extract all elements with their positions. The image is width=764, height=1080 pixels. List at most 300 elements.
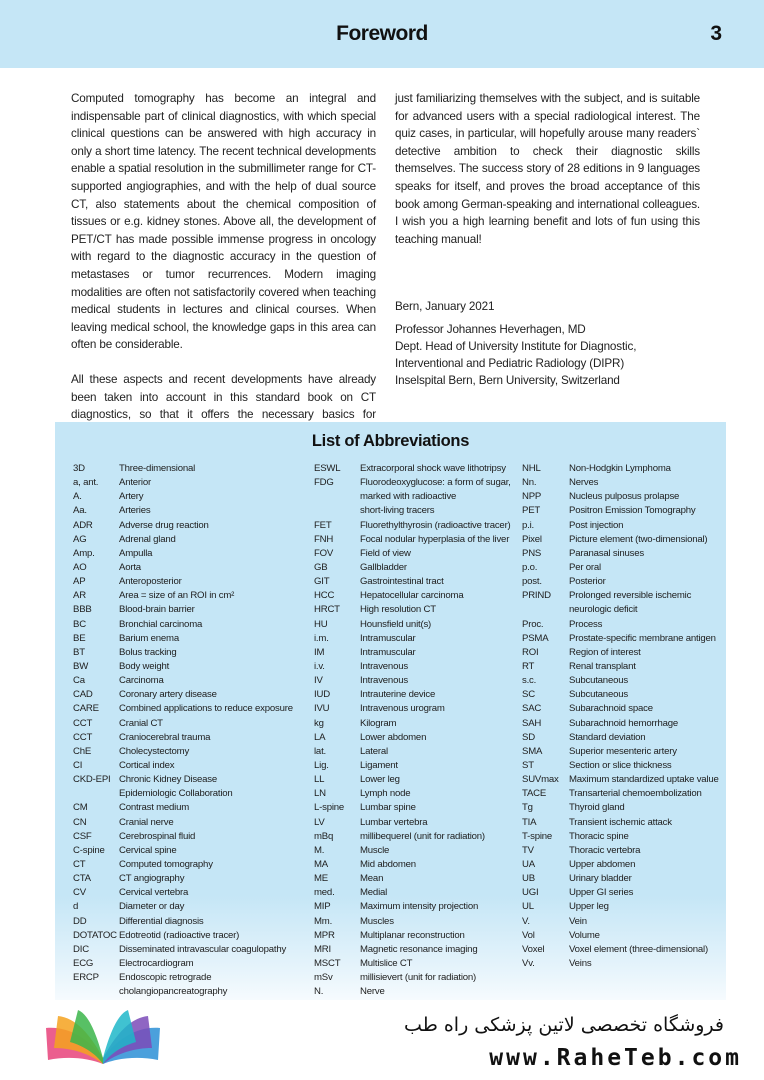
abbreviation-definition: Medial [360,887,388,899]
abbreviation-term: MPR [314,929,335,941]
abbreviation-definition: Fluorodeoxyglucose: a form of sugar, [360,477,511,489]
abbreviation-term: TACE [522,788,547,800]
abbreviation-term: CARE [73,703,99,715]
abbreviation-term: MIP [314,901,331,913]
abbreviation-term: CI [73,759,83,771]
abbreviation-row [522,561,722,575]
abbreviation-term: PNS [522,547,542,559]
abbreviation-row [73,674,303,688]
abbreviation-definition: Intramuscular [360,632,416,644]
abbreviation-definition: Vein [569,915,587,927]
abbreviation-row [522,618,722,632]
abbreviation-row [314,717,524,731]
abbreviation-row [522,717,722,731]
abbreviation-row [73,632,303,646]
abbreviation-term: AO [73,561,87,573]
abbreviation-term: ESWL [314,463,341,474]
abbreviation-definition: Intrauterine device [360,689,436,701]
abbreviation-row [522,519,722,533]
abbreviation-term: DOTATOC [73,929,117,941]
abbreviation-row [314,618,524,632]
abbreviation-term: UB [522,873,535,885]
author-affiliation: Dept. Head of University Institute for Diagnostic, [395,340,637,353]
abbreviation-definition: Adrenal gland [119,533,176,545]
abbreviation-definition: Thoracic spine [569,830,629,842]
abbreviation-definition: Combined applications to reduce exposure [119,703,293,715]
abbreviation-row [522,900,722,914]
abbreviation-term: CCT [73,717,93,729]
abbreviation-term: med. [314,887,335,899]
abbreviation-term: HCC [314,590,335,602]
abbreviation-row [73,618,303,632]
abbreviation-term: CV [73,887,86,899]
author-affiliation: Interventional and Pediatric Radiology (DIPR) [395,357,625,370]
abbreviation-row [73,646,303,660]
abbreviation-definition: Aorta [119,561,141,573]
abbreviation-row [73,844,303,858]
abbreviation-definition: Kilogram [360,717,397,729]
abbreviation-term: CT [73,858,86,870]
abbreviation-definition: Maximum intensity projection [360,901,479,913]
abbreviation-term: Mm. [314,915,333,927]
abbreviation-row [314,632,524,646]
abbreviation-definition: Area = size of an ROI in cm² [119,590,235,602]
abbreviation-row [73,957,303,971]
abbreviation-definition: Nucleus pulposus prolapse [569,491,680,503]
abbreviation-term: UGI [522,887,539,899]
abbreviation-term: Lig. [314,759,329,771]
foreword-right-column [395,90,700,248]
abbreviation-term: ROI [522,646,539,658]
abbreviation-row [314,476,524,490]
abbreviation-definition: Non-Hodgkin Lymphoma [569,463,671,474]
abbreviation-term: p.o. [522,561,538,573]
abbreviation-row [522,858,722,872]
abbreviation-definition: Fluorethylthyrosin (radioactive tracer) [360,519,511,531]
abbreviation-definition: Posterior [569,576,606,588]
abbreviation-term: SAH [522,717,542,729]
abbreviation-definition: Voxel element (three-dimensional) [569,943,708,955]
abbreviation-term: Amp. [73,547,95,559]
abbreviation-term: s.c. [522,675,537,687]
abbreviation-row [522,787,722,801]
abbreviation-definition: Transarterial chemoembolization [569,788,702,800]
abbreviation-definition: cholangiopancreatography [119,986,228,998]
abbreviation-term: BBB [73,604,92,616]
abbreviation-term: MRI [314,943,331,955]
abbreviation-column [314,462,524,999]
abbreviation-row [314,844,524,858]
abbreviation-row [314,900,524,914]
abbreviation-term: Ca [73,675,85,687]
abbreviation-definition: Cortical index [119,759,175,771]
abbreviation-row [73,462,303,476]
abbreviation-term: AG [73,533,87,545]
abbreviation-definition: Barium enema [119,632,179,644]
open-book-logo-icon [38,1008,168,1068]
abbreviation-term: BT [73,646,85,658]
abbreviation-definition: Hepatocellular carcinoma [360,590,464,602]
abbreviation-row [314,985,524,999]
abbreviation-row [314,929,524,943]
abbreviation-term: HU [314,618,328,630]
abbreviation-term: Aa. [73,505,87,517]
abbreviation-term: SC [522,689,535,701]
abbreviation-term: TIA [522,816,537,828]
abbreviation-term: i.v. [314,660,325,672]
abbreviation-term: CTA [73,873,91,885]
abbreviation-term: T-spine [522,830,553,842]
abbreviation-definition: Magnetic resonance imaging [360,943,478,955]
abbreviation-definition: Edotreotid (radioactive tracer) [119,929,240,941]
page-number: 3 [710,22,722,45]
abbreviation-row [522,504,722,518]
abbreviation-term: NPP [522,491,542,503]
author-name: Professor Johannes Heverhagen, MD [395,323,586,336]
abbreviation-definition: Prolonged reversible ischemic [569,590,692,602]
abbreviation-term: i.m. [314,632,329,644]
abbreviation-definition: Paranasal sinuses [569,547,644,559]
abbreviation-row [314,462,524,476]
abbreviation-term: A. [73,491,82,503]
abbreviation-term: MSCT [314,957,341,969]
abbreviation-definition: Disseminated intravascular coagulopathy [119,943,287,955]
abbreviation-definition: Intravenous [360,660,408,672]
abbreviation-term: ERCP [73,972,99,984]
abbreviation-row [522,957,722,971]
abbreviation-row [73,533,303,547]
abbreviation-definition: Differential diagnosis [119,915,204,927]
abbreviation-term: Voxel [522,943,545,955]
abbreviation-definition: Anteroposterior [119,576,182,588]
abbreviation-row [73,731,303,745]
abbreviation-row [314,688,524,702]
abbreviations-title: List of Abbreviations [311,432,470,450]
abbreviation-term: TV [522,844,534,856]
abbreviation-row [522,731,722,745]
abbreviation-term: FDG [314,477,334,489]
abbreviation-term: CSF [73,830,92,842]
abbreviation-row [73,603,303,617]
abbreviation-term: d [73,901,79,913]
abbreviation-row [73,589,303,603]
abbreviation-row [73,900,303,914]
abbreviation-definition: Nerve [360,986,385,998]
abbreviation-definition: Electrocardiogram [119,957,194,969]
abbreviation-term: NHL [522,463,541,474]
abbreviation-term: BW [73,660,89,672]
abbreviation-term: FOV [314,547,334,559]
abbreviation-term: p.i. [522,519,534,531]
abbreviation-definition: Multiplanar reconstruction [360,929,465,941]
abbreviation-definition: neurologic deficit [569,604,638,616]
abbreviation-row [73,971,303,985]
abbreviation-row [73,787,303,801]
abbreviation-row [522,830,722,844]
abbreviation-definition: Lumbar vertebra [360,816,428,828]
abbreviation-term: CCT [73,731,93,743]
abbreviation-definition: Cervical spine [119,844,177,856]
abbreviation-row [522,490,722,504]
abbreviation-term: AR [73,590,86,602]
abbreviation-row [522,575,722,589]
abbreviation-definition: Nerves [569,477,599,489]
abbreviation-term: LA [314,731,326,743]
abbreviation-definition: Gastrointestinal tract [360,576,444,588]
abbreviation-row [522,547,722,561]
abbreviation-definition: short-living tracers [360,505,435,517]
abbreviation-definition: Arteries [119,505,151,517]
abbreviation-row [522,929,722,943]
abbreviation-definition: Adverse drug reaction [119,519,209,531]
abbreviation-definition: Per oral [569,561,601,573]
abbreviation-term: MA [314,858,328,870]
abbreviation-definition: Subcutaneous [569,689,628,701]
abbreviation-row [314,533,524,547]
abbreviation-row [314,872,524,886]
abbreviation-term: BE [73,632,86,644]
abbreviation-definition: Coronary artery disease [119,689,217,701]
foreword-paragraph: All these aspects and recent developments have already been taken into account in this standard book on CT diagnostics, so that it offers the necessary basics for [71,372,376,422]
abbreviation-term: ChE [73,745,92,757]
abbreviation-term: C-spine [73,844,105,856]
abbreviation-row [73,915,303,929]
abbreviation-row [314,603,524,617]
abbreviation-term: SD [522,731,535,743]
abbreviation-row [73,575,303,589]
abbreviation-definition: Thoracic vertebra [569,844,641,856]
abbreviation-term: PSMA [522,632,549,644]
abbreviation-column [522,462,722,971]
abbreviation-term: Pixel [522,533,542,545]
abbreviation-row [73,872,303,886]
abbreviation-term: 3D [73,463,85,474]
abbreviation-row [522,702,722,716]
abbreviation-definition: Muscles [360,915,394,927]
abbreviation-row [522,872,722,886]
abbreviation-definition: Hounsfield unit(s) [360,618,432,630]
store-website[interactable]: www.RaheTeb.com [489,1045,742,1071]
abbreviation-definition: Ligament [360,759,398,771]
abbreviation-row [73,561,303,575]
abbreviation-definition: Intravenous urogram [360,703,445,715]
abbreviation-term: LV [314,816,325,828]
abbreviation-term: L-spine [314,802,345,814]
abbreviation-definition: Mean [360,873,384,885]
abbreviation-definition: Thyroid gland [569,802,625,814]
abbreviation-term: Vv. [522,957,535,969]
abbreviation-definition: High resolution CT [360,604,436,616]
abbreviation-term: ST [522,759,534,771]
abbreviation-definition: Process [569,618,603,630]
abbreviation-row [522,759,722,773]
abbreviation-term: HRCT [314,604,340,616]
abbreviation-definition: Urinary bladder [569,873,632,885]
abbreviation-definition: Renal transplant [569,660,636,672]
abbreviation-definition: Artery [119,491,144,503]
page-header [0,0,764,68]
abbreviation-definition: Standard deviation [569,731,646,743]
abbreviation-definition: millisievert (unit for radiation) [360,972,477,984]
abbreviation-term: N. [314,986,324,998]
abbreviation-definition: Focal nodular hyperplasia of the liver [360,533,510,545]
abbreviation-definition: Subarachnoid hemorrhage [569,717,679,729]
abbreviation-definition: CT angiography [119,873,185,885]
page-title: Foreword [336,22,428,45]
store-name-persian: فروشگاه تخصصی لاتین پزشکی راه طب [404,1014,724,1036]
abbreviation-row [73,943,303,957]
abbreviations-box [55,422,726,1000]
abbreviation-row [73,759,303,773]
abbreviation-row [314,886,524,900]
abbreviation-row [314,702,524,716]
abbreviation-term: V. [522,915,530,927]
abbreviation-term: IV [314,675,323,687]
abbreviation-definition: Blood-brain barrier [119,604,195,616]
abbreviation-row [314,660,524,674]
foreword-paragraph: just familiarizing themselves with the subject, and is suitable for advanced users with a special radiological interest. The quiz cases, in particular, will hopefully arouse many readers` detective ambition to check their diagnostic skills themselves. The success story of 28 editions in 9 languages speaks for itself, and proves the broad acceptance of this book among German-speaking and international colleagues. I wish you a high learning benefit and lots of fun using this teaching manual! [395,92,700,246]
abbreviation-row [314,830,524,844]
abbreviation-row [73,929,303,943]
abbreviation-row [522,773,722,787]
abbreviation-definition: Region of interest [569,646,641,658]
abbreviation-row [522,745,722,759]
abbreviation-definition: Upper GI series [569,887,634,899]
abbreviation-term: LN [314,788,326,800]
abbreviation-definition: Lateral [360,745,388,757]
abbreviation-definition: Lymph node [360,788,411,800]
foreword-left-column [71,90,376,441]
abbreviation-definition: Computed tomography [119,858,213,870]
abbreviation-term: lat. [314,745,326,757]
abbreviation-definition: Ampulla [119,547,153,559]
abbreviation-row [314,943,524,957]
abbreviation-row [314,858,524,872]
abbreviation-row [73,745,303,759]
abbreviation-definition: Intramuscular [360,646,416,658]
abbreviation-definition: Mid abdomen [360,858,416,870]
abbreviation-definition: Anterior [119,477,151,489]
abbreviation-row [73,801,303,815]
abbreviation-row [73,816,303,830]
abbreviation-term: UA [522,858,535,870]
abbreviation-row [314,575,524,589]
abbreviation-definition: Maximum standardized uptake value [569,774,719,786]
abbreviation-term: ME [314,873,328,885]
abbreviation-row [73,519,303,533]
abbreviation-row [73,660,303,674]
place-date: Bern, January 2021 [395,300,495,313]
abbreviation-term: AP [73,576,86,588]
abbreviation-term: Vol [522,929,535,941]
abbreviation-row [314,957,524,971]
abbreviation-row [73,702,303,716]
abbreviation-definition: Transient ischemic attack [569,816,672,828]
abbreviation-term: GIT [314,576,330,588]
abbreviation-term: CAD [73,689,93,701]
author-affiliation: Inselspital Bern, Bern University, Switzerland [395,374,620,387]
abbreviation-definition: Endoscopic retrograde [119,972,212,984]
abbreviation-definition: Picture element (two-dimensional) [569,533,708,545]
abbreviation-definition: Extracorporal shock wave lithotripsy [360,463,506,474]
abbreviation-definition: Body weight [119,660,170,672]
abbreviation-definition: Epidemiologic Collaboration [119,788,233,800]
abbreviation-definition: Subarachnoid space [569,703,653,715]
abbreviation-definition: Cranial nerve [119,816,174,828]
abbreviation-term: IVU [314,703,330,715]
abbreviation-row [314,519,524,533]
abbreviation-definition: Lower abdomen [360,731,427,743]
abbreviation-term: Nn. [522,477,537,489]
abbreviation-row [73,886,303,900]
abbreviation-row [314,490,524,504]
abbreviation-term: SMA [522,745,543,757]
abbreviation-definition: Field of view [360,547,411,559]
abbreviation-row [314,745,524,759]
abbreviation-term: CM [73,802,88,814]
abbreviation-definition: Lower leg [360,774,400,786]
abbreviation-term: FNH [314,533,334,545]
abbreviation-definition: marked with radioactive [360,491,457,503]
abbreviation-row [73,490,303,504]
abbreviation-row [73,773,303,787]
abbreviation-row [522,646,722,660]
abbreviation-row [314,547,524,561]
abbreviation-definition: Gallbladder [360,561,407,573]
abbreviation-term: LL [314,774,325,786]
abbreviation-row [314,915,524,929]
abbreviation-row [522,660,722,674]
abbreviation-term: Tg [522,802,533,814]
abbreviation-row [522,674,722,688]
abbreviation-row [314,674,524,688]
abbreviation-definition: Positron Emission Tomography [569,505,696,517]
abbreviation-row [314,759,524,773]
abbreviation-definition: Post injection [569,519,624,531]
abbreviation-definition: Craniocerebral trauma [119,731,211,743]
abbreviation-term: a, ant. [73,477,99,489]
abbreviation-row [314,589,524,603]
abbreviation-definition: Section or slice thickness [569,759,672,771]
abbreviation-row [522,844,722,858]
abbreviation-definition: Cholecystectomy [119,745,190,757]
abbreviation-definition: Veins [569,957,592,969]
abbreviation-definition: Muscle [360,844,390,856]
abbreviation-definition: Diameter or day [119,901,185,913]
abbreviation-term: FET [314,519,332,531]
abbreviation-term: kg [314,717,324,729]
abbreviation-definition: Volume [569,929,600,941]
abbreviation-definition: Superior mesenteric artery [569,745,677,757]
abbreviation-definition: Lumbar spine [360,802,416,814]
abbreviation-row [522,533,722,547]
abbreviation-row [522,801,722,815]
abbreviation-row [522,632,722,646]
abbreviation-row [522,688,722,702]
abbreviation-row [314,646,524,660]
abbreviation-definition: Multislice CT [360,957,413,969]
abbreviation-row [522,915,722,929]
abbreviation-term: mBq [314,830,334,842]
abbreviation-term: mSv [314,972,333,984]
abbreviation-term: CN [73,816,87,828]
abbreviation-row [73,985,303,999]
abbreviation-row [522,462,722,476]
abbreviation-term: GB [314,561,328,573]
abbreviation-row [522,943,722,957]
abbreviation-row [522,816,722,830]
abbreviation-definition: Bolus tracking [119,646,177,658]
